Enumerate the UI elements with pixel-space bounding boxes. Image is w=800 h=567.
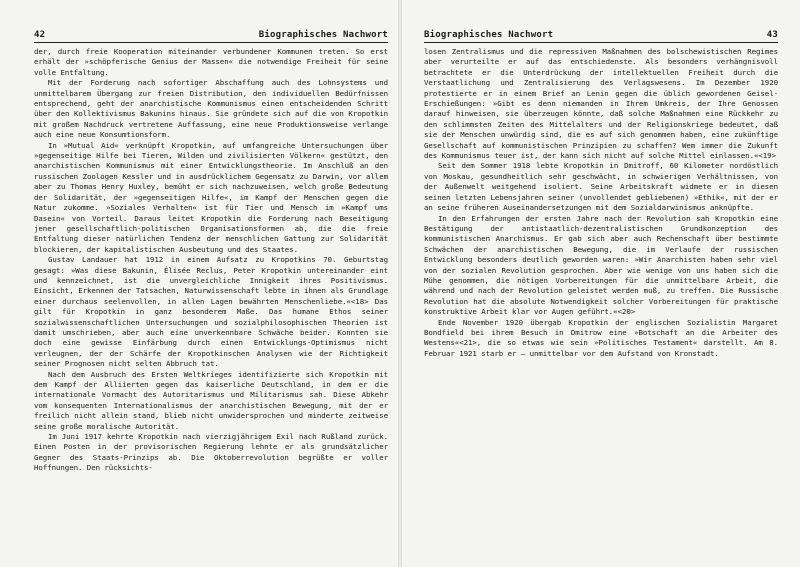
- paragraph: losen Zentralismus und die repressiven Maßnahmen des bolschewistischen Regimes aber verurteilte er auf das entschiedenste. Als besonders verhängnisvoll betrachtete er die Unterdrückung der intellektuellen Freiheit durch die Verstaatlichung und Zentralisierung des Verlagswesens. Im Dezember 1920 protestierte er in einem Brief an Lenin gegen die üblich gewordenen Geisel-Erschießungen: »Gibt es denn niemanden in Ihrem Umkreis, der Ihre Genossen darauf hinweisen, sie überzeugen könnte, daß solche Maßnahmen eine Rückkehr zu den schlimmsten Zeiten des Mittelalters und der Religionskriege bedeutet, daß sie der Menschen unwürdig sind, die es auf sich genommen haben, eine zukünftige Gesellschaft auf kommunistischen Prinzipien zu schaffen? Wem immer die Zukunft des Kommunismus teuer ist, der kann sich nicht auf solche Mittel einlassen.«<19>: [424, 47, 778, 161]
- paragraph: Seit dem Sommer 1918 lebte Kropotkin in Dmitroff, 60 Kilometer nordöstlich von Moskau, gesundheitlich sehr geschwächt, in schwierigen Verhältnissen, von der Außenwelt weitgehend isoliert. Seine Arbeitskraft widmete er in diesen seinen letzten Lebensjahren seiner (unvollendet gebliebenen) »Ethik«, mit der er an seine früheren Auseinandersetzungen mit dem Sozialdarwinismus anknüpfte.: [424, 161, 778, 213]
- paragraph: Mit der Forderung nach sofortiger Abschaffung auch des Lohnsystems und unmittelbarem Übergang zur freien Distribution, den individuellen Bedürfnissen entsprechend, geht der anarchistische Kommunismus einen entscheidenden Schritt über den Kollektivismus Bakunins hinaus. Sie gründete sich auf die von Kropotkin mit großem Nachdruck vertretene Auffassung, eine neue Produktionsweise verlange auch eine neue Konsumtionsform.: [34, 78, 388, 140]
- page-header: [424, 30, 778, 43]
- paragraph: In »Mutual Aid« verknüpft Kropotkin, auf umfangreiche Untersuchungen über »gegenseitige Hilfe bei Tieren, Wilden und zivilisierten Völkern« gestützt, den anarchistischen Kommunismus mit einer Entwicklungstheorie. Im Anschluß an den russischen Zoologen Kessler und in ausdrücklichem Gegensatz zu Darwin, vor allem aber zu Thomas Henry Huxley, bemüht er sich nachzuweisen, welch große Bedeutung der Solidarität, der »gegenseitigen Hilfe«, im Kampf der Menschen gegen die Natur zukomme. »Soziales Verhalten« ist für Tier und Mensch im »Kampf ums Dasein« von Vorteil. Daraus leitet Kropotkin die Forderung nach Beseitigung jener gesellschaftlich-politischen Organisationsformen ab, die die freie Entfaltung dieser natürlichen Tendenz der menschlichen Gattung zur Solidarität blockieren, der kapitalistischen Ausbeutung und des Staates.: [34, 140, 388, 254]
- paragraph: Ende November 1920 übergab Kropotkin der englischen Sozialistin Margaret Bondfield bei ihrem Besuch in Dmitrow eine »Botschaft an die Arbeiter des Westens«<21>, die so etwas wie sein »Politisches Testament« darstellt. Am 8. Februar 1921 starb er – unmittelbar vor dem Aufstand von Kronstadt.: [424, 317, 778, 358]
- running-head: Biographisches Nachwort: [424, 30, 554, 40]
- right-page: [402, 0, 800, 567]
- page-number: 42: [34, 30, 46, 40]
- paragraph: In den Erfahrungen der ersten Jahre nach der Revolution sah Kropotkin eine Bestätigung der antistaatlich-dezentralistischen Grundkonzeption des kommunistischen Anarchismus. Er gab sich aber auch Rechenschaft über bestimmte Schwächen der anarchistischen Bewegung, die im Verlaufe der russischen Entwicklung besonders deutlich geworden waren: »Wir Anarchisten haben sehr viel von der sozialen Revolution gesprochen. Aber wie wenige von uns haben sich die Mühe genommen, die nötigen Vorbereitungen für die unmittelbare Arbeit, die während und nach der Revolution geleistet werden muß, zu treffen. Die Russische Revolution hat die absolute Notwendigkeit solcher Vorbereitungen für praktische konstruktive Arbeit klar vor Augen geführt.«<20>: [424, 213, 778, 317]
- page-body: [34, 47, 388, 474]
- page-body: [424, 47, 778, 359]
- page-number: 43: [766, 30, 778, 40]
- page-header: [34, 30, 388, 43]
- left-page: [0, 0, 398, 567]
- running-head: Biographisches Nachwort: [258, 30, 388, 40]
- paragraph: Gustav Landauer hat 1912 in einem Aufsatz zu Kropotkins 70. Geburtstag gesagt: »Was diese Bakunin, Élisée Reclus, Peter Kropotkin untereinander eint und kennzeichnet, ist die unvergleichliche Innigkeit ihres Positivismus. Einsicht, Erkennen der Tatsachen, Naturwissenschaft lebte in ihnen als Grundlage einer durchaus seelenvollen, in allen Lagen bewährten Menschenliebe.«<18> Das gilt für Kropotkin in ganz besonderem Maße. Das humane Ethos seiner sozialwissenschaftlichen Untersuchungen und sozialphilosophischen Theorien ist damit umschrieben, aber auch eine unverkennbare Schwäche beider. Konnten sie doch eine gewisse Einfärbung durch einen Entwicklungs-Optimismus nicht verleugnen, der der Schärfe der Kropotkinschen Analysen wie der Richtigkeit seiner Prognosen nicht selten Abbruch tat.: [34, 255, 388, 369]
- paragraph: Nach dem Ausbruch des Ersten Weltkrieges identifizierte sich Kropotkin mit dem Kampf der Alliierten gegen das kaiserliche Deutschland, in dem er die internationale Vormacht des Autoritarismus und Militarismus sah. Diese Abkehr vom konsequenten Internationalismus der anarchistischen Bewegung, mit der er freilich nicht allein stand, blieb nicht unwidersprochen und minderte zeitweise seine große moralische Autorität.: [34, 369, 388, 431]
- paragraph: Im Juni 1917 kehrte Kropotkin nach vierzigjährigem Exil nach Rußland zurück. Einen Posten in der provisorischen Regierung lehnte er als grundsätzlicher Gegner des Staats-Prinzips ab. Die Oktoberrevolution begrüßte er voller Hoffnungen. Den rücksichts-: [34, 432, 388, 473]
- paragraph: der, durch freie Kooperation miteinander verbundener Kommunen treten. So erst erhält der »schöpferische Genius der Massen« die notwendige Freiheit für seine volle Entfaltung.: [34, 47, 388, 77]
